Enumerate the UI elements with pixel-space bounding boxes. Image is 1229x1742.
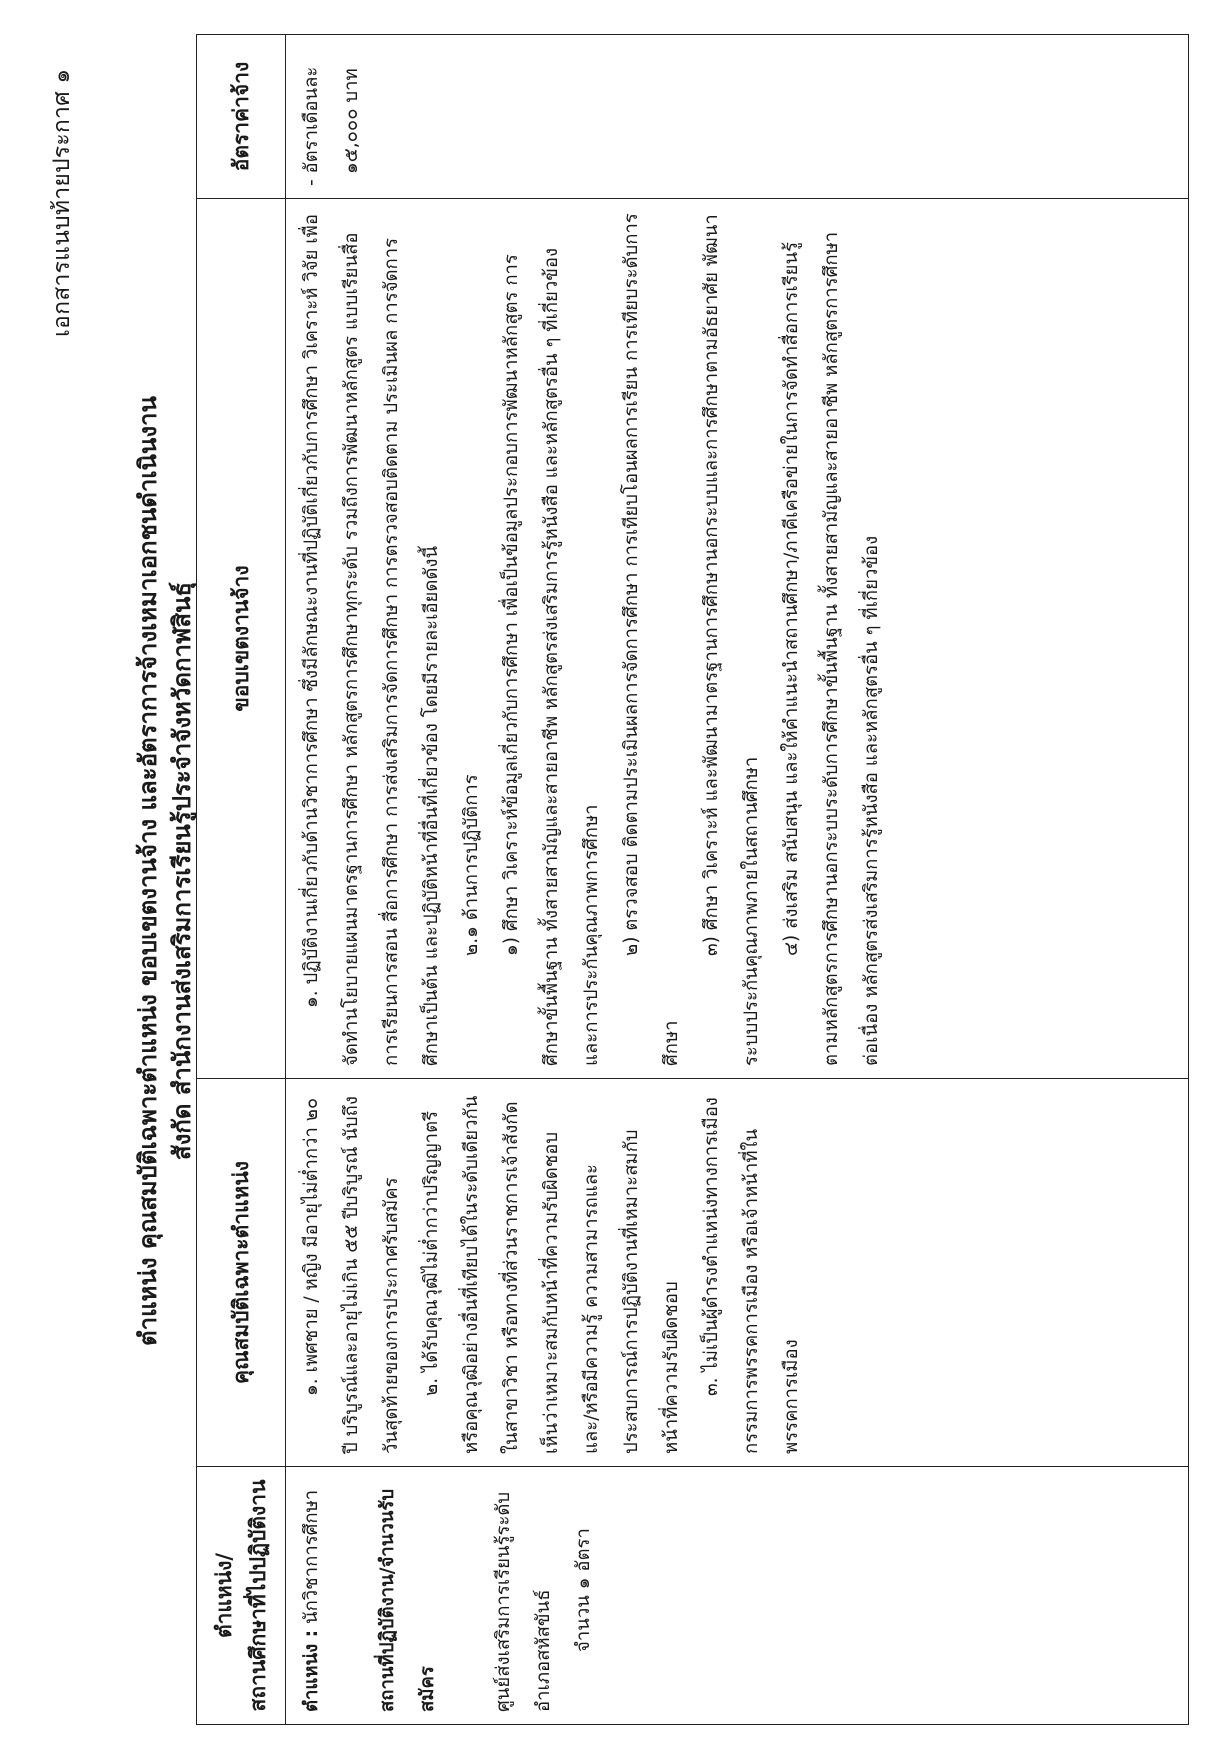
position-label: ตำแหน่ง : — [301, 1629, 322, 1712]
scope-subitem: ๒) ตรวจสอบ ติดตามประเมินผลการจัดการศึกษา การเทียบโอนผลการเรียน การเทียบระดับการศึกษา — [621, 213, 682, 1066]
job-table — [196, 34, 1189, 1725]
document-reference: เอกสารแนบท้ายประกาศ ๑ — [49, 68, 75, 337]
workplace-value: ศูนย์ส่งเสริมการเรียนรู้ระดับอำเภอสหัสขันธ์ — [493, 1491, 554, 1712]
scope-subitem: ๓) ศึกษา วิเคราะห์ และพัฒนามาตรฐานการศึกษานอกระบบและการศึกษาตามอัธยาศัย พัฒนาระบบประกันคุณภาพภายในสถานศึกษา — [701, 214, 762, 1066]
qualification-item: ๑. เพศชาย / หญิง มีอายุไม่ต่ำกว่า ๒๐ ปี บริบูรณ์และอายุไม่เกิน ๕๕ ปีบริบูรณ์ นับถึงวันสุดท้ายของการประกาศรับสมัคร — [301, 1096, 402, 1454]
scope-subitem: ๑) ศึกษา วิเคราะห์ข้อมูลเกี่ยวกับการศึกษา เพื่อเป็นข้อมูลประกอบการพัฒนาหลักสูตร การศึกษาขั้นพื้นฐาน ทั้งสายสามัญและสายอาชีพ หลักสูตรส่งเสริมการรู้หนังสือ และหลักสูตรอื่น ๆ ที่เกี่ยวข้อง และการประกันคุณภาพการศึกษา — [501, 247, 602, 1066]
header-qualifications: คุณสมบัติเฉพาะตำแหน่ง — [197, 1079, 286, 1467]
qualification-item: ๒. ได้รับคุณวุฒิไม่ต่ำกว่าปริญญาตรีหรือคุณวุฒิอย่างอื่นที่เทียบได้ในระดับเดียวกัน ในสาขาวิชา หรือทางที่ส่วนราชการเจ้าสังกัดเห็นว่าเหมาะสมกับหน้าที่ความรับผิดชอบ และ/หรือมีความรู้ ความสามารถและประสบการณ์การปฏิบัติงานที่เหมาะสมกับหน้าที่ความรับผิดชอบ — [421, 1095, 682, 1454]
wage-amount: ๑๕,๐๐๐ บาท — [341, 68, 362, 174]
recruit-count: จำนวน ๑ อัตรา — [573, 1528, 594, 1652]
header-position-line2: สถานศึกษาที่ไปปฏิบัติงาน — [246, 1479, 270, 1712]
header-position — [197, 1467, 286, 1725]
scope-cell — [286, 199, 1189, 1079]
position-cell — [286, 1467, 1189, 1725]
header-scope: ขอบเขตงานจ้าง — [197, 199, 286, 1079]
table-header-row — [197, 35, 286, 1725]
qualification-item: ๓. ไม่เป็นผู้ดำรงตำแหน่งทางการเมือง กรรมการพรรคการเมือง หรือเจ้าหน้าที่ในพรรคการเมือง — [701, 1097, 802, 1454]
scope-section: ๒.๑ ด้านการปฏิบัติการ — [461, 774, 482, 956]
document-title: ตำแหน่ง คุณสมบัติเฉพาะตำแหน่ง ขอบเขตงานจ้าง และอัตราการจ้างเหมาเอกชนดำเนินงาน — [134, 396, 162, 1346]
wage-line1: - อัตราเดือนละ — [301, 66, 322, 186]
position-value: นักวิชาการศึกษา — [301, 1489, 322, 1625]
header-position-line1: ตำแหน่ง/ — [212, 1552, 236, 1639]
header-wage: อัตราค่าจ้าง — [197, 35, 286, 199]
workplace-label: สถานที่ปฏิบัติงาน/จำนวนรับสมัคร — [377, 1488, 438, 1712]
qualifications-cell — [286, 1079, 1189, 1467]
document-subtitle: สังกัด สำนักงานส่งเสริมการเรียนรู้ประจำจังหวัดกาฬสินธุ์ — [168, 581, 196, 1161]
scope-item: ๑. ปฏิบัติงานเกี่ยวกับด้านวิชาการศึกษา ซึ่งมีลักษณะงานที่ปฏิบัติเกี่ยวกับการศึกษา วิเคราะห์ วิจัย เพื่อจัดทำนโยบายแผนมาตรฐานการศึกษา หลักสูตรการศึกษาทุกระดับ รวมถึงการพัฒนาหลักสูตร แบบเรียนสื่อการเรียนการสอน สื่อการศึกษา การส่งเสริมการจัดการศึกษา การตรวจสอบติดตาม ประเมินผล การจัดการศึกษาเป็นต้น และปฏิบัติหน้าที่อื่นที่เกี่ยวข้อง โดยมีรายละเอียดดังนี้ — [301, 214, 442, 1066]
table-row — [286, 35, 1189, 1725]
scope-subitem: ๔) ส่งเสริม สนับสนุน และให้คำแนะนำสถานศึกษา/ภาคีเครือข่ายในการจัดทำสื่อการเรียนรู้ ตามหลักสูตรการศึกษานอกระบบระดับการศึกษาขั้นพื้นฐาน ทั้งสายสามัญและสายอาชีพ หลักสูตรการศึกษาต่อเนื่อง หลักสูตรส่งเสริมการรู้หนังสือ และหลักสูตรอื่น ๆ ที่เกี่ยวข้อง — [781, 231, 882, 1066]
wage-cell — [286, 35, 1189, 199]
